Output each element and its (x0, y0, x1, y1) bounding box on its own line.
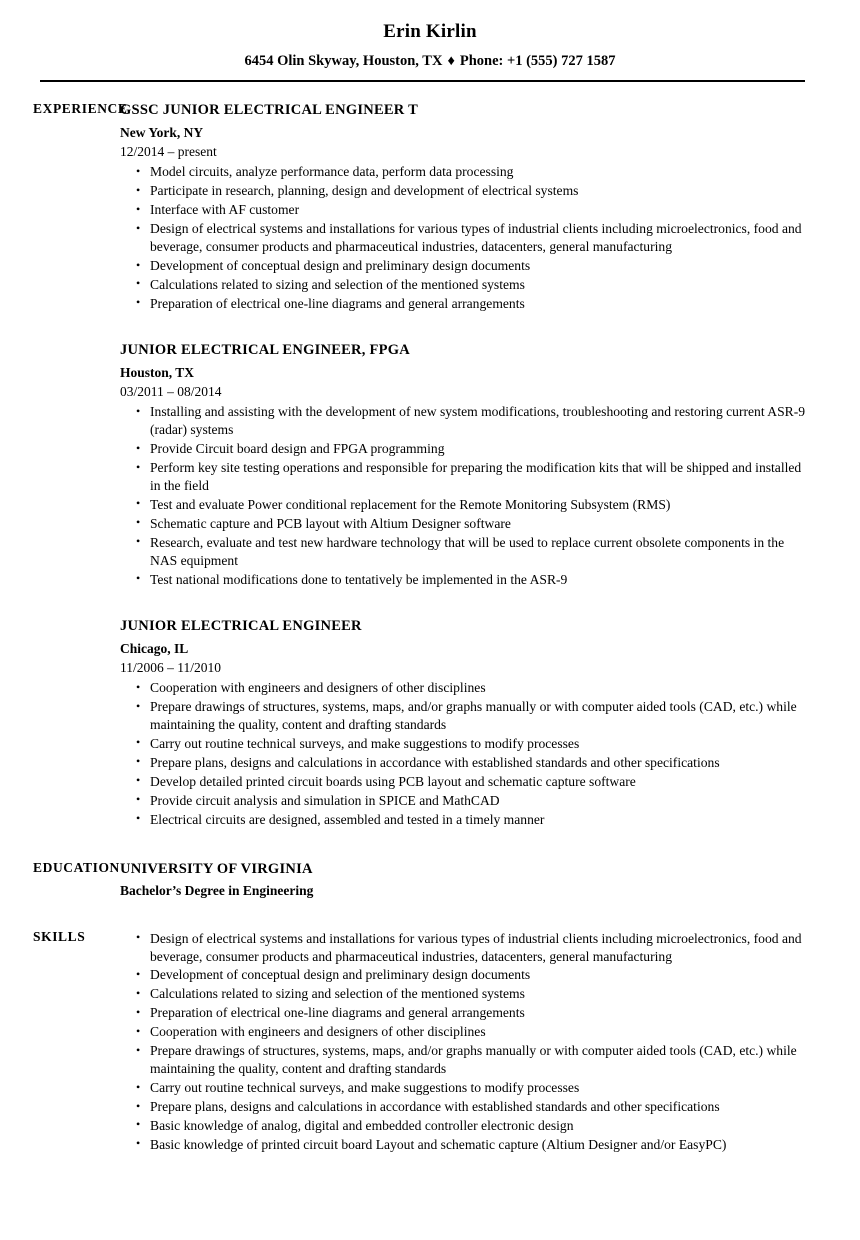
job-bullet: • Design of electrical systems and installations for various types of industrial clients including microelectronics, food and beverage, consumer products and pharmaceutical industries, datacenters, general manufacturing (120, 220, 810, 256)
section-skills (0, 928, 860, 1154)
education-list (120, 859, 860, 902)
skill-bullet: • Carry out routine technical surveys, and make suggestions to modify processes (120, 1079, 810, 1097)
job-dates: 11/2006 – 11/2010 (120, 659, 221, 675)
job-bullet-list (120, 163, 810, 313)
contact-phone: Phone: +1 (555) 727 1587 (459, 52, 616, 69)
skills-list (120, 928, 860, 1154)
experience-entry (120, 616, 810, 829)
experience-entry (120, 340, 810, 589)
job-bullet: • Model circuits, analyze performance data, perform data processing (120, 163, 810, 181)
job-dates: 12/2014 – present (120, 144, 217, 160)
contact-address: 6454 Olin Skyway, Houston, TX (244, 52, 443, 69)
job-title: JUNIOR ELECTRICAL ENGINEER, FPGA (120, 341, 410, 358)
job-bullet: • Prepare drawings of structures, systems, maps, and/or graphs manually or with computer aided tools (CAD, etc.) while maintaining the quality, content and drafting standards (120, 698, 810, 734)
section-education (0, 859, 860, 902)
education-degree: Bachelor’s Degree in Engineering (120, 882, 314, 898)
skill-bullet: • Prepare drawings of structures, systems, maps, and/or graphs manually or with computer aided tools (CAD, etc.) while maintaining the quality, content and drafting standards (120, 1042, 810, 1078)
job-bullet: • Cooperation with engineers and designers of other disciplines (120, 679, 810, 697)
section-experience (0, 100, 860, 829)
education-school: UNIVERSITY OF VIRGINIA (120, 860, 313, 877)
job-bullet-list (120, 679, 810, 829)
job-bullet: • Test national modifications done to tentatively be implemented in the ASR-9 (120, 571, 810, 589)
skill-bullet: • Development of conceptual design and preliminary design documents (120, 966, 810, 984)
experience-list (120, 100, 860, 829)
skill-bullet: • Basic knowledge of analog, digital and embedded controller electronic design (120, 1117, 810, 1135)
skill-bullet: • Calculations related to sizing and selection of the mentioned systems (120, 985, 810, 1003)
job-bullet: • Perform key site testing operations and responsible for preparing the modification kits that will be shipped and installed in the field (120, 459, 810, 495)
job-bullet: • Test and evaluate Power conditional replacement for the Remote Monitoring Subsystem (RMS) (120, 496, 810, 514)
section-label-experience: EXPERIENCE (33, 100, 128, 116)
contact-line (0, 54, 860, 70)
job-bullet: • Provide Circuit board design and FPGA programming (120, 440, 810, 458)
job-bullet: • Installing and assisting with the development of new system modifications, troubleshooting and restoring current ASR-9 (radar) systems (120, 403, 810, 439)
job-bullet: • Development of conceptual design and preliminary design documents (120, 257, 810, 275)
job-location: New York, NY (120, 124, 204, 140)
job-location: Chicago, IL (120, 640, 189, 656)
job-bullet: • Electrical circuits are designed, assembled and tested in a timely manner (120, 811, 810, 829)
job-bullet: • Research, evaluate and test new hardware technology that will be used to replace current obsolete components in the NAS equipment (120, 534, 810, 570)
resume-content (0, 100, 860, 1154)
skill-bullet: • Design of electrical systems and installations for various types of industrial clients including microelectronics, food and beverage, consumer products and pharmaceutical industries, datacenters, general manufacturing (120, 930, 810, 966)
section-label-skills: SKILLS (33, 928, 86, 944)
job-bullet: • Calculations related to sizing and selection of the mentioned systems (120, 276, 810, 294)
job-bullet: • Develop detailed printed circuit boards using PCB layout and schematic capture software (120, 773, 810, 791)
experience-entry (120, 100, 810, 313)
job-title: GSSC JUNIOR ELECTRICAL ENGINEER T (120, 101, 419, 118)
skill-bullet: • Basic knowledge of printed circuit board Layout and schematic capture (Altium Designer and/or EasyPC) (120, 1136, 810, 1154)
diamond-separator-icon: ♦ (447, 52, 455, 69)
job-bullet: • Provide circuit analysis and simulation in SPICE and MathCAD (120, 792, 810, 810)
education-entry (120, 859, 810, 902)
job-bullet: • Schematic capture and PCB layout with Altium Designer software (120, 515, 810, 533)
skill-bullet: • Preparation of electrical one-line diagrams and general arrangements (120, 1004, 810, 1022)
job-dates: 03/2011 – 08/2014 (120, 384, 222, 400)
candidate-name: Erin Kirlin (383, 21, 477, 42)
job-location: Houston, TX (120, 364, 195, 380)
skills-bullet-list (120, 930, 810, 1154)
skill-bullet: • Cooperation with engineers and designers of other disciplines (120, 1023, 810, 1041)
job-bullet: • Participate in research, planning, design and development of electrical systems (120, 182, 810, 200)
job-bullet: • Prepare plans, designs and calculations in accordance with established standards and other specifications (120, 754, 810, 772)
job-bullet: • Preparation of electrical one-line diagrams and general arrangements (120, 295, 810, 313)
job-bullet: • Carry out routine technical surveys, and make suggestions to modify processes (120, 735, 810, 753)
resume-header (0, 0, 860, 82)
job-title: JUNIOR ELECTRICAL ENGINEER (120, 617, 362, 634)
section-label-education: EDUCATION (33, 859, 120, 875)
skill-bullet: • Prepare plans, designs and calculations in accordance with established standards and other specifications (120, 1098, 810, 1116)
job-bullet: • Interface with AF customer (120, 201, 810, 219)
header-divider (40, 80, 805, 82)
job-bullet-list (120, 403, 810, 588)
